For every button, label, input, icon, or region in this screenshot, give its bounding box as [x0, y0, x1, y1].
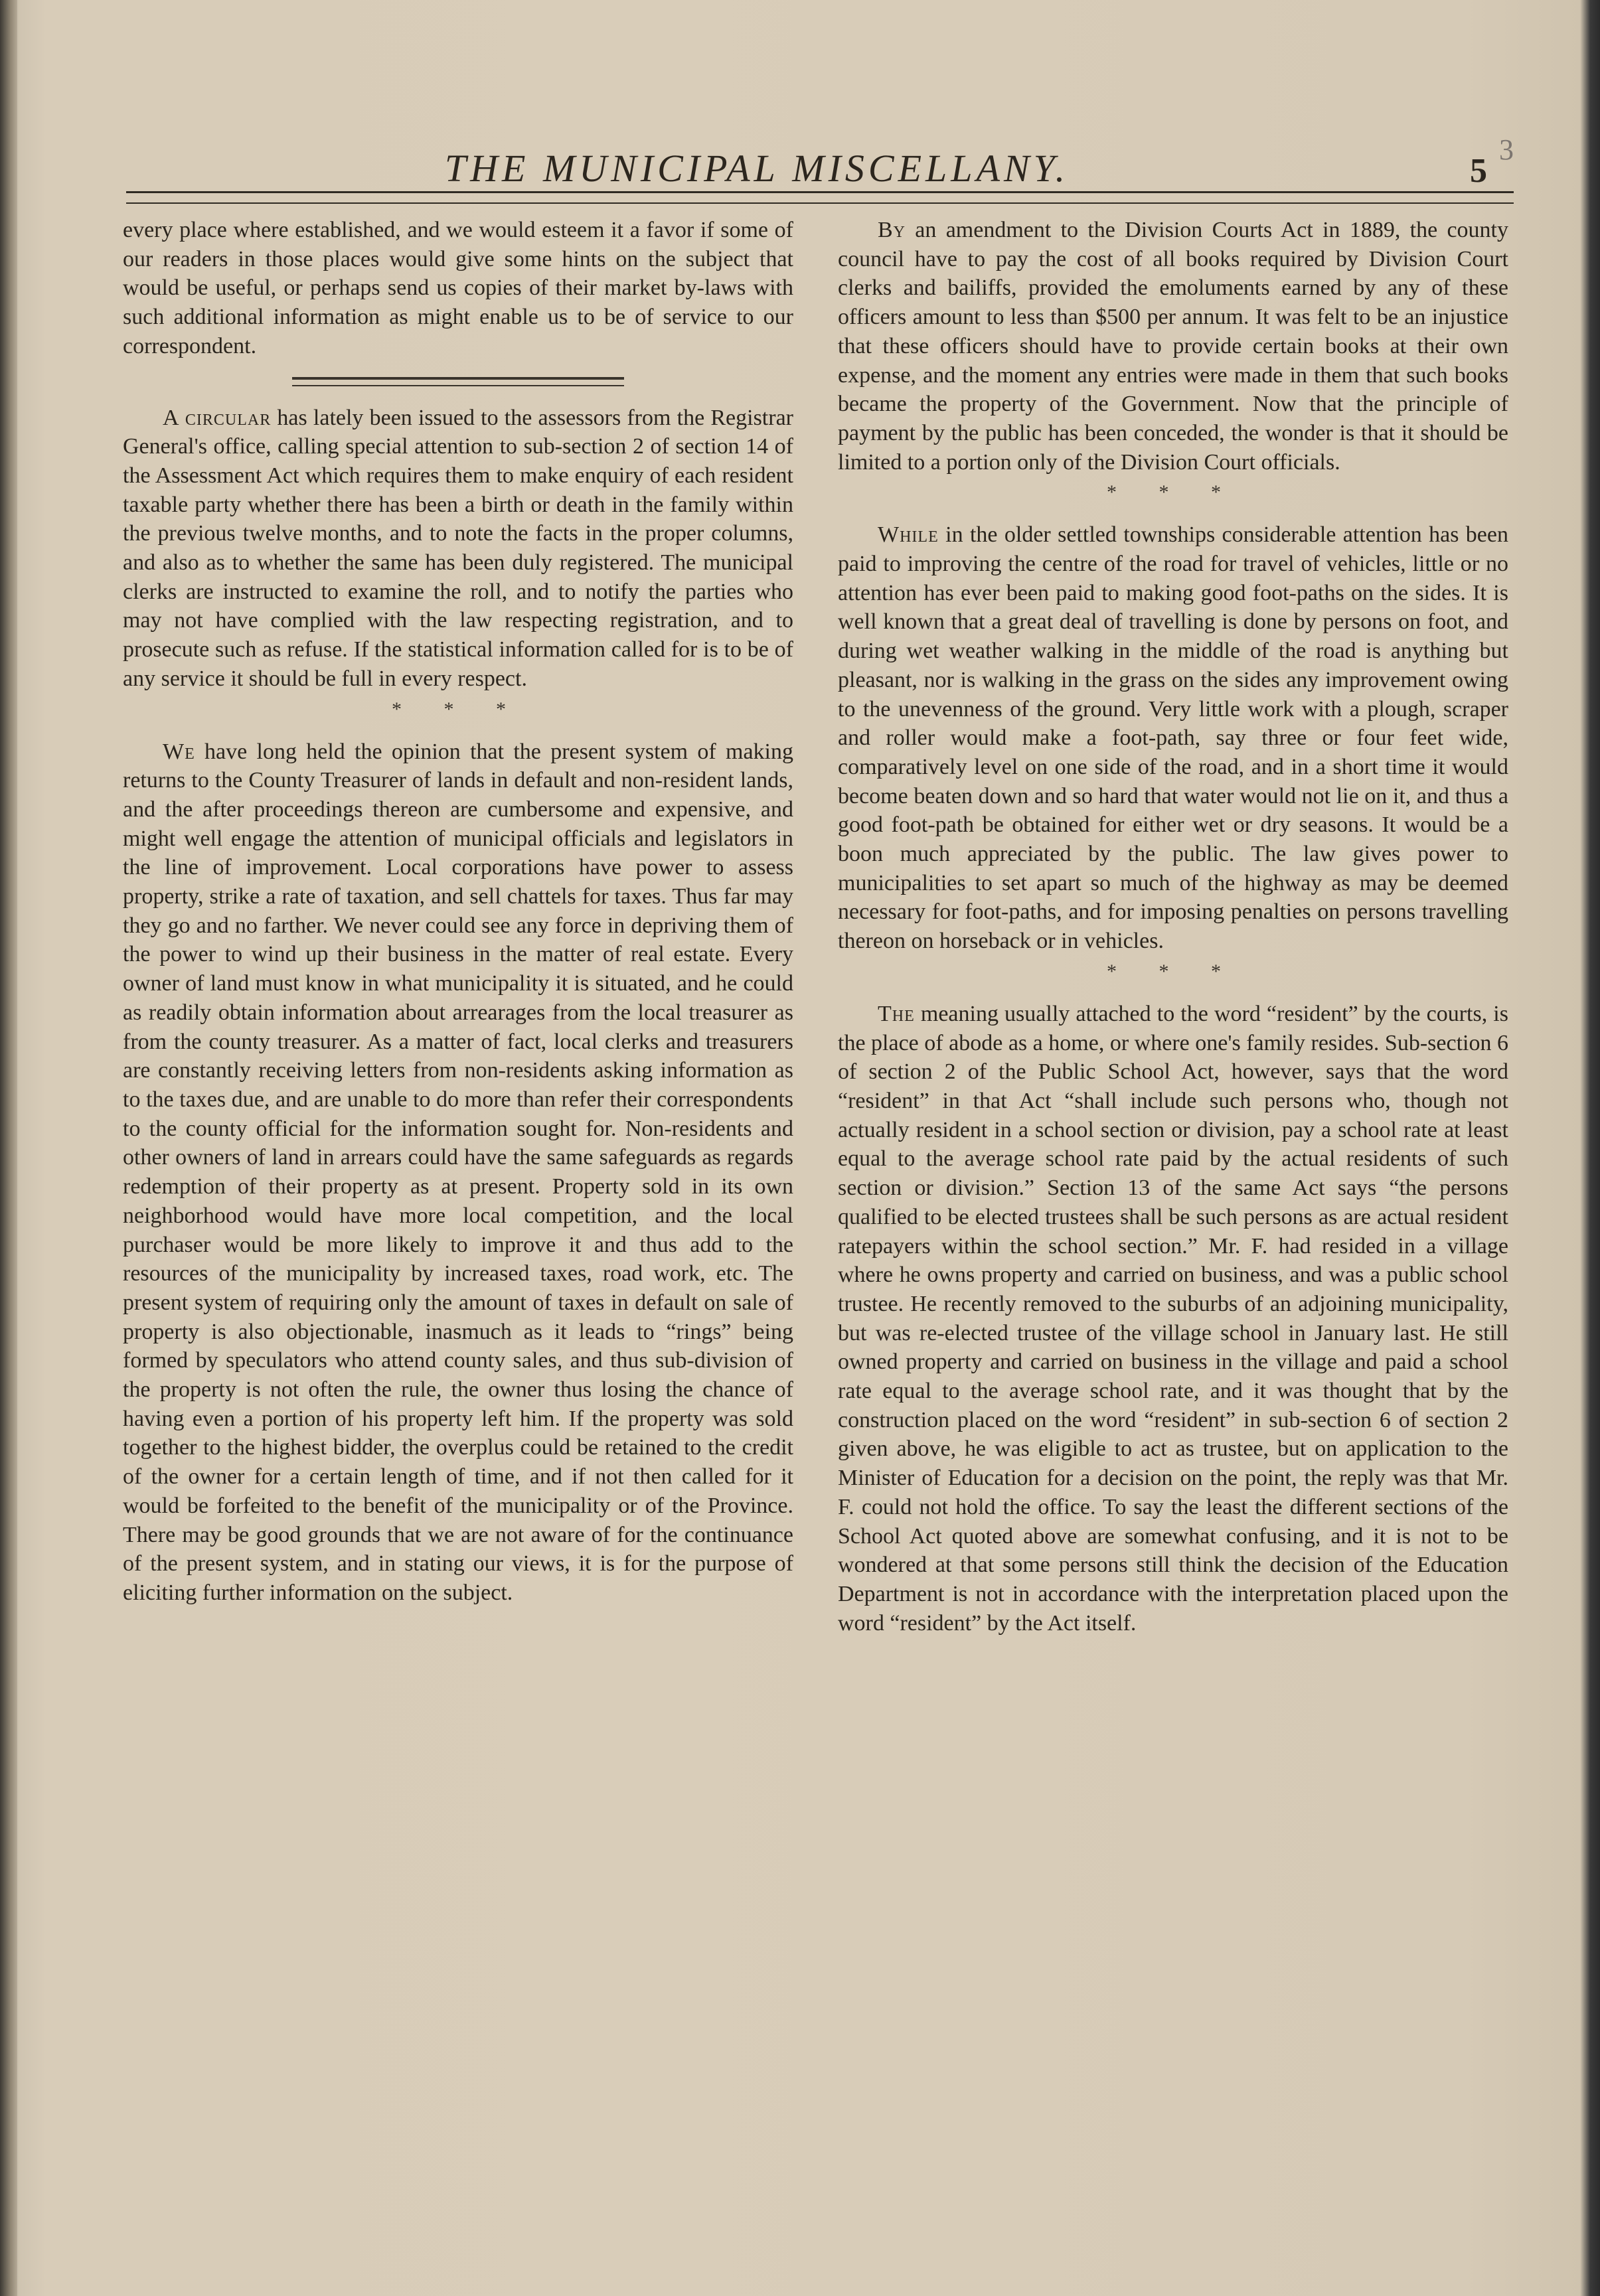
asterism: * * * — [1107, 960, 1240, 982]
page-number: 5 — [1470, 152, 1487, 190]
paragraph-text: have long held the opinion that the present system of making returns to the County Treasurer of lands in default and non-resident lands, and the after proceedings thereon are cumbersome and expensive, and might well engage the attention of municipal officials and legislators in the line of improvement. Local corporations have power to assess property, strike a rate of taxation, and sell chattels for taxes. Thus far may they go and no farther. We never could see any force in depriving them of the power to wind up their business in the matter of real estate. Every owner of land must know in what municipality it is situated, and he could as readily obtain information about arrearages from the local treasurer as from the county treasurer. As a matter of fact, local clerks and treasurers are constantly receiving letters from non-residents asking information as to the taxes due, and are unable to do more than refer their correspondents to the county official for the information sought for. Non-residents and other owners of land in arrears could have the same safeguards as regards redemption of their property as at present. Property sold in its own neighborhood would have more local competition, and the local purchaser would be more likely to improve it and thus add to the resources of the municipality by increased taxes, road work, etc. The present system of requiring only the amount of taxes in default on sale of property is also objectionable, inasmuch as it leads to “rings” being formed by speculators who attend county sales, and thus sub-division of the property is not often the rule, the owner thus losing the chance of having even a portion of his property left him. If the property was sold together to the highest bidder, the overplus could be retained to the credit of the owner for a certain length of time, and if not then called for it would be forfeited to the benefit of the municipality or of the Province. There may be good grounds that we are not aware of for the continuance of the present system, and in stating our views, it is for the purpose of eliciting further information on the subject. — [123, 739, 793, 1605]
header-rule — [126, 191, 1514, 204]
lead-word: A circular — [163, 405, 272, 430]
running-header — [126, 133, 1514, 199]
paragraph-text: has lately been issued to the assessors from the Registrar General's office, calling special attention to sub-section 2 of section 14 of the Assessment Act which requires them to make enquiry of each resident taxable party whether there has been a birth or death in the family within the previous twelve months, and to note the facts in the proper columns, and also as to whether the same has been duly registered. The municipal clerks are instructed to examine the roll, and to notify the parties who may not have complied with the law respecting registration, and to prosecute such as refuse. If the statistical information called for is to be of any service it should be full in every respect. — [123, 405, 793, 691]
handwritten-page-mark: 3 — [1499, 133, 1514, 166]
paragraph-county-treasurer — [123, 737, 793, 1608]
lead-word: While — [878, 522, 939, 548]
asterism: * * * — [1107, 481, 1240, 504]
publication-title: THE MUNICIPAL MISCELLANY. — [444, 147, 1070, 190]
paragraph-circular — [123, 404, 793, 694]
paragraph-market-bylaws: every place where established, and we would esteem it a favor if some of our readers in those places would give some hints on the subject that would be useful, or perhaps send us copies of their market by-laws with such additional information as might enable us to be of service to our correspondent. — [123, 218, 793, 358]
paragraph-foot-paths — [838, 520, 1508, 956]
lead-word: By — [878, 218, 906, 242]
asterism: * * * — [392, 698, 524, 720]
paragraph-resident — [838, 1000, 1508, 1638]
paragraph-text: an amendment to the Division Courts Act in 1889, the county council have to pay the cost of all books required by Division Court clerks and bailiffs, provided the emoluments earned by any of these officers amount to less than $500 per annum. It was felt to be an injustice that these officers should have to provide certain books at their own expense, and the moment any entries were made in them that such books became the property of the Government. Now that the principle of payment by the public has been conceded, the wonder is that it should be limited to a portion only of the Division Court officials. — [838, 218, 1508, 475]
lead-word: We — [163, 739, 195, 764]
paragraph-text: meaning usually attached to the word “resident” by the courts, is the place of abode as a home, or where one's family resides. Sub-section 6 of section 2 of the Public School Act, however, says that the word “resident” in that Act “shall include such persons who, though not actually resident in a school section or division, pay a school rate at least equal to the average school rate paid by the actual residents of such section or division.” Section 13 of the same Act says “the persons qualified to be elected trustees shall be such persons as are actual resident ratepayers within the school section.” Mr. F. had resided in a village where he owns property and carried on business, and was a public school trustee. He recently removed to the suburbs of an adjoining municipality, but was re-elected trustee of the village school in January last. He still owned property and carried on business in the village and paid a school rate equal to the average school rate, and it was thought that by the construction placed on the word “resident” in sub-section 6 of section 2 given above, he was eligible to act as trustee, but on application to the Minister of Education for a decision on the point, the reply was that Mr. F. could not hold the office. To say the least the different sections of the School Act quoted above are somewhat confusing, and it is not to be wondered at that some persons still think the decision of the Education Department is not in accordance with the interpretation placed upon the word “resident” by the Act itself. — [838, 1001, 1508, 1636]
section-divider — [292, 377, 624, 386]
binding-spine — [0, 0, 17, 2296]
right-column — [838, 216, 1508, 1638]
left-column — [123, 216, 793, 1608]
paragraph-division-courts — [838, 216, 1508, 477]
lead-word: The — [878, 1001, 915, 1026]
paragraph-text: in the older settled townships considerable attention has been paid to improving the centre of the road for travel of vehicles, little or no attention has ever been paid to making good foot-paths on the sides. It is well known that a great deal of travelling is done by persons on foot, and during wet weather walking in the middle of the road is anything but pleasant, nor is walking in the grass on the sides any improvement owing to the unevenness of the ground. Very little work with a plough, scraper and roller would make a foot-path, say three or four feet wide, comparatively level on one side of the road, and in a short time it would become beaten down and so hard that water would not lie on it, and thus a good foot-path be obtained for either wet or dry seasons. It would be a boon much appreciated by the public. The law gives power to municipalities to set apart so much of the highway as may be deemed necessary for foot-paths, and for imposing penalties on persons travelling thereon on horseback or in vehicles. — [838, 522, 1508, 954]
